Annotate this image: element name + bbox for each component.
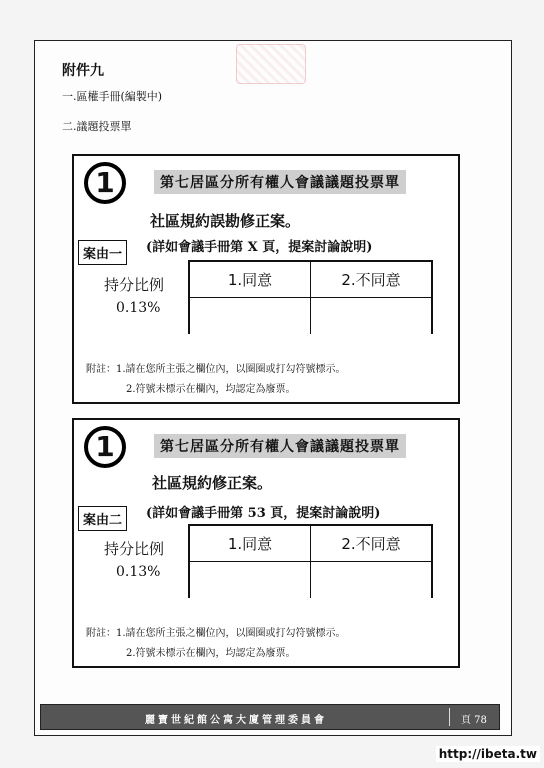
share-ratio-value: 0.13% — [116, 300, 161, 316]
vote-box-agree[interactable] — [189, 561, 311, 598]
footer-page-number: 頁 78 — [461, 715, 487, 726]
ballot-number-icon: 1 — [84, 426, 126, 468]
option-agree-label: 1.同意 — [189, 261, 311, 297]
motion-detail: (詳如會議手冊第 X 頁，提案討論說明) — [146, 240, 373, 255]
note-line-1: 附註：1.請在您所主張之欄位內，以圈圈或打勾符號標示。 — [86, 628, 346, 639]
note-line-2: 2.符號未標示在欄內，均認定為廢票。 — [126, 648, 296, 659]
vote-table — [188, 524, 433, 598]
section-item-handbook: 一.區權手冊(編製中) — [62, 90, 163, 103]
ballot-number-icon: 1 — [84, 162, 126, 204]
motion-detail: (詳如會議手冊第 53 頁，提案討論說明) — [146, 506, 381, 521]
watermark: http://ibeta.tw — [436, 746, 540, 762]
share-ratio-value: 0.13% — [116, 564, 161, 580]
motion-title: 社區規約修正案。 — [152, 474, 273, 492]
motion-title: 社區規約誤勘修正案。 — [150, 212, 301, 230]
case-label: 案由二 — [78, 506, 127, 531]
ballot-title: 第七居區分所有權人會議議題投票單 — [154, 170, 406, 194]
vote-box-disagree[interactable] — [311, 561, 433, 598]
option-disagree-label: 2.不同意 — [311, 525, 433, 561]
ballot-card-2 — [72, 418, 460, 668]
option-agree-label: 1.同意 — [189, 525, 311, 561]
vote-box-disagree[interactable] — [311, 297, 433, 334]
section-item-ballot: 二.議題投票單 — [62, 120, 132, 133]
page-footer — [40, 704, 500, 730]
ballot-card-1 — [72, 154, 460, 404]
case-label: 案由一 — [78, 240, 127, 265]
ballot-title: 第七居區分所有權人會議議題投票單 — [154, 434, 406, 458]
vote-box-agree[interactable] — [189, 297, 311, 334]
seal-stamp — [236, 44, 306, 84]
share-ratio-label: 持分比例 — [104, 276, 165, 294]
annex-title: 附件九 — [62, 63, 104, 79]
share-ratio-label: 持分比例 — [104, 540, 165, 558]
note-line-1: 附註：1.請在您所主張之欄位內，以圈圈或打勾符號標示。 — [86, 364, 346, 375]
footer-divider — [449, 708, 450, 726]
footer-organization: 麗寶世紀館公寓大廈管理委員會 — [145, 715, 327, 726]
note-line-2: 2.符號未標示在欄內，均認定為廢票。 — [126, 384, 296, 395]
vote-table — [188, 260, 433, 334]
option-disagree-label: 2.不同意 — [311, 261, 433, 297]
